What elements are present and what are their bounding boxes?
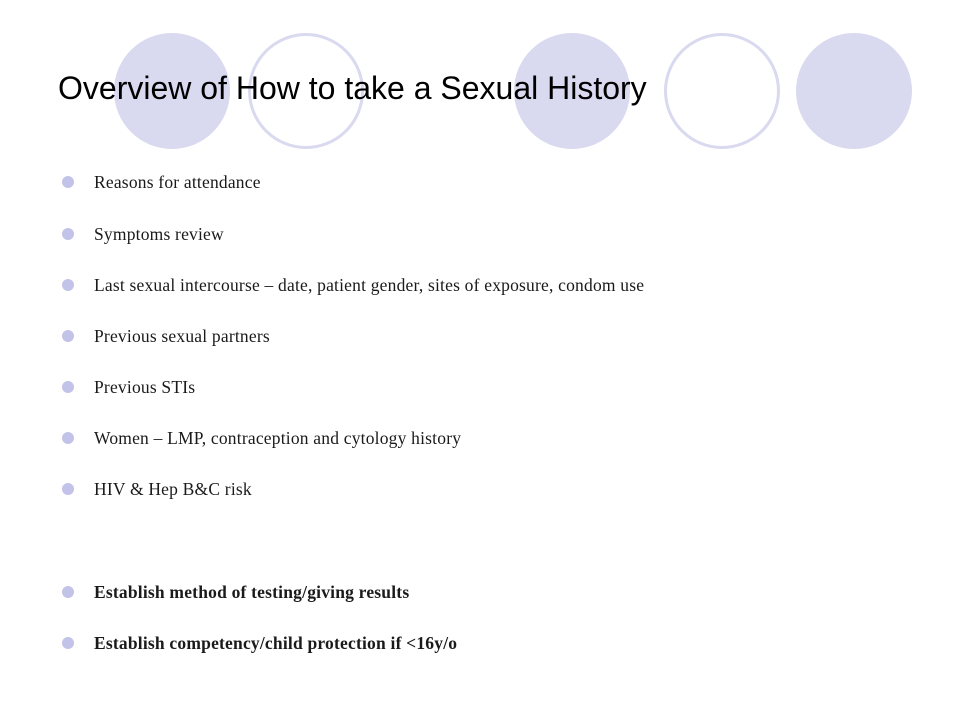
- bullet-dot-icon: [62, 228, 74, 240]
- bullet-text: Previous STIs: [94, 377, 196, 397]
- slide-title: Overview of How to take a Sexual History: [58, 70, 647, 106]
- bullet-text: Previous sexual partners: [94, 326, 270, 346]
- bullet-text: Reasons for attendance: [94, 172, 261, 192]
- bullet-dot-icon: [62, 381, 74, 393]
- bullet-text: Establish method of testing/giving results: [94, 582, 410, 602]
- bullet-dot-icon: [62, 279, 74, 291]
- bullet-text: Women – LMP, contraception and cytology history: [94, 428, 462, 448]
- bullet-dot-icon: [62, 176, 74, 188]
- bullet-dot-icon: [62, 483, 74, 495]
- bullet-dot-icon: [62, 330, 74, 342]
- bullet-text: Establish competency/child protection if <16y/o: [94, 633, 458, 653]
- bullet-text: Symptoms review: [94, 224, 224, 244]
- bullet-dot-icon: [62, 432, 74, 444]
- decorative-circle-4: [664, 33, 780, 149]
- bullet-text: Last sexual intercourse – date, patient gender, sites of exposure, condom use: [94, 275, 645, 295]
- decorative-circle-5: [796, 33, 912, 149]
- bullet-dot-icon: [62, 586, 74, 598]
- bullet-dot-icon: [62, 637, 74, 649]
- bullet-text: HIV & Hep B&C risk: [94, 479, 252, 499]
